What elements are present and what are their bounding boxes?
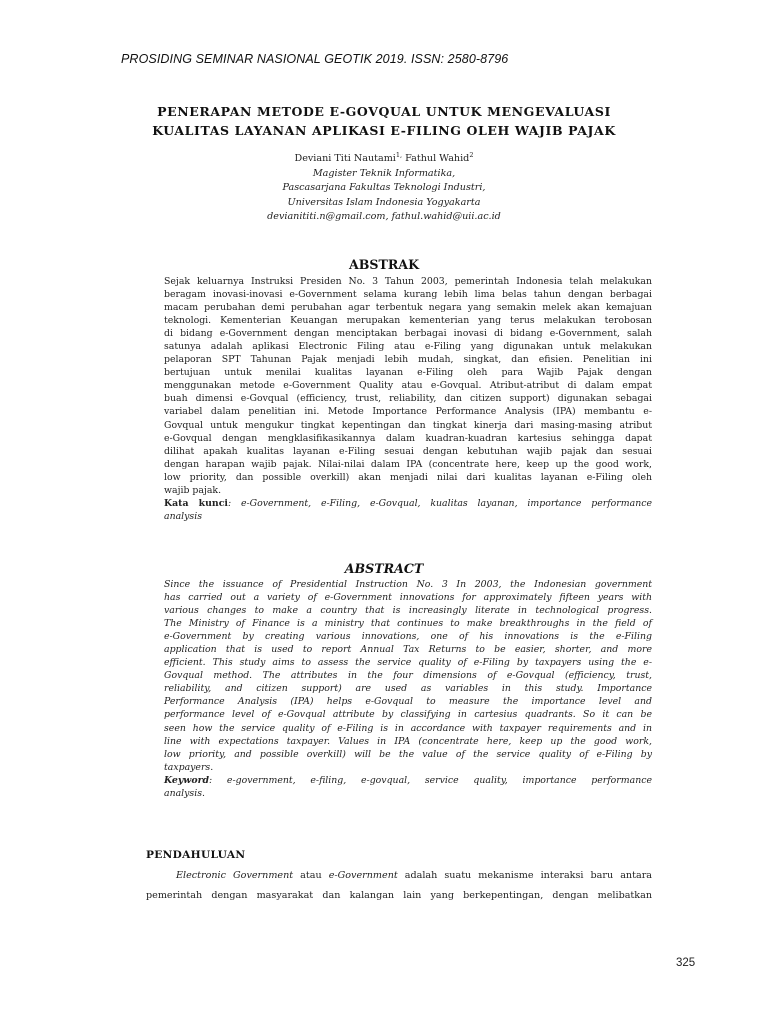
author-names: Deviani Titi Nautami$^{1,}$ Fathul Wahid$^2$ bbox=[294, 150, 474, 164]
abstrak-line: beragam inovasi-inovasi e-Government selama kurang lebih lima belas tahun dengan berbagai bbox=[164, 289, 652, 301]
abstrak-line: wajib pajak. bbox=[164, 484, 222, 496]
abstract-line: Since the issuance of Presidential Instruction No. 3 In 2003, the Indonesian government bbox=[164, 579, 652, 590]
abstrak-line: dengan harapan wajib pajak. Nilai-nilai dalam IPA (concentrate here, keep up the good work, bbox=[164, 458, 652, 470]
abstract-line: has carried out a variety of e-Government innovations for approximately fifteen years with bbox=[164, 592, 652, 604]
abstrak-line: pelaporan SPT Tahunan Pajak menjadi lebih mudah, singkat, dan efisien. Penelitian ini bbox=[164, 354, 652, 366]
abstrak-body bbox=[164, 275, 652, 523]
abstract-keywords-label: Keyword bbox=[164, 774, 210, 786]
abstract-line: seen how the service quality of e-Filing is in accordance with taxpayer requirements and in bbox=[164, 722, 652, 734]
abstrak-line: satunya adalah aplikasi Electronic Filing atau e-Filing yang digunakan untuk melakukan bbox=[164, 341, 652, 353]
section-heading-pendahuluan: PENDAHULUAN bbox=[146, 849, 246, 861]
abstrak-line: low priority, dan possible overkill) akan menjadi nilai dari kualitas layanan e-Filing oleh bbox=[164, 471, 652, 483]
abstract-line: efficient. This study aims to assess the service quality of e-Filing by taxpayers using the e- bbox=[164, 657, 652, 669]
abstrak-keywords-label: Kata kunci bbox=[164, 497, 228, 509]
abstract-keywords-line bbox=[164, 774, 652, 787]
title-line-2: KUALITAS LAYANAN APLIKASI E-FILING OLEH WAJIB PAJAK bbox=[152, 123, 616, 138]
abstract-body bbox=[164, 578, 652, 800]
abstrak-line: Sejak keluarnya Instruksi Presiden No. 3 Tahun 2003, pemerintah Indonesia telah melakukan bbox=[164, 276, 652, 287]
author-1-superscript: 1, bbox=[395, 150, 403, 159]
abstrak-line: buah dimensi e-Govqual (efficiency, trust, reliability, dan citizen support) digunakan sebagai bbox=[164, 393, 652, 405]
affiliation-line-1: Magister Teknik Informatika, bbox=[312, 167, 456, 179]
abstrak-line: menggunakan metode e-Government Quality atau e-Govqual. Atribut-atribut di dalam empat bbox=[164, 380, 652, 392]
running-header: PROSIDING SEMINAR NASIONAL GEOTIK 2019. ISSN: 2580-8796 bbox=[121, 52, 509, 66]
abstract-line: reliability, and citizen support) are used as variables in this study. Importance bbox=[164, 683, 652, 695]
abstrak-line: e-Govqual dengan mengklasifikasikannya dalam kuadran-kuadran kartesius sehingga dapat bbox=[164, 432, 652, 444]
abstrak-line: teknologi. Kementerian Keuangan merupakan kementerian yang terus melakukan terobosan bbox=[164, 315, 652, 327]
abstrak-line: dilihat apakah kualitas layanan e-Filing sesuai dengan kebutuhan wajib pajak dan sesuai bbox=[164, 445, 652, 457]
abstrak-line: di bidang e-Government dengan menciptakan berbagai inovasi di bidang e-Government, salah bbox=[164, 328, 652, 340]
paper-title bbox=[100, 102, 668, 140]
intro-line-1: Electronic Government atau e-Government adalah suatu mekanisme interaksi baru antara bbox=[176, 870, 652, 881]
abstrak-keywords-line bbox=[164, 497, 652, 510]
abstrak-line: variabel dalam penelitian ini. Metode Importance Performance Analysis (IPA) membantu e- bbox=[164, 406, 652, 418]
abstract-line: application that is used to report Annual Tax Returns to be easier, shorter, and more bbox=[164, 644, 652, 656]
abstrak-line: bertujuan untuk menilai kualitas layanan e-Filing oleh para Wajib Pajak dengan bbox=[164, 367, 652, 379]
abstrak-heading: ABSTRAK bbox=[348, 257, 420, 272]
abstract-line: line with expectations taxpayer. Values in IPA (concentrate here, keep up the good work, bbox=[164, 735, 652, 747]
abstract-line: various changes to make a country that is increasingly literate in technological progress. bbox=[164, 605, 652, 617]
abstract-line: The Ministry of Finance is a ministry that continues to make breakthroughs in the field of bbox=[164, 618, 652, 630]
abstrak-line: macam perubahan demi perubahan agar terbentuk negara yang semakin melek akan kemajuan bbox=[164, 302, 652, 314]
abstract-line: Govqual method. The attributes in the four dimensions of e-Govqual (efficiency, trust, bbox=[164, 670, 652, 682]
abstract-line: low priority, and possible overkill) will be the value of the service quality of e-Filing by bbox=[164, 748, 652, 760]
abstrak-line: Govqual untuk mengukur tingkat kepentingan dan tingkat kinerja dari masing-masing atribut bbox=[164, 419, 652, 431]
affiliation-line-3: Universitas Islam Indonesia Yogyakarta bbox=[287, 196, 481, 208]
abstract-heading: ABSTRACT bbox=[344, 561, 424, 576]
abstract-line: performance level of e-Govqual attribute by classifying in cartesius quadrants. So it can be bbox=[164, 709, 652, 721]
affiliation-line-2: Pascasarjana Fakultas Teknologi Industri, bbox=[282, 182, 486, 194]
abstract-line: Performance Analysis (IPA) helps e-Govqual to measure the importance level and bbox=[164, 696, 652, 708]
intro-line-2: pemerintah dengan masyarakat dan kalangan lain yang berkepentingan, dengan melibatkan bbox=[146, 889, 652, 901]
abstrak-keywords-text: : e-Government, e-Filing, e-Govqual, kualitas layanan, importance performance bbox=[227, 497, 652, 509]
author-block bbox=[150, 152, 618, 225]
abstrak-keywords-line-2: analysis bbox=[164, 510, 203, 522]
title-line-1: PENERAPAN METODE E-GOVQUAL UNTUK MENGEVALUASI bbox=[157, 104, 611, 119]
page-number: 325 bbox=[676, 957, 696, 969]
abstract-keywords-line-2: analysis. bbox=[164, 787, 205, 799]
author-2-superscript: 2 bbox=[469, 150, 474, 159]
abstract-keywords-text: : e-government, e-filing, e-govqual, service quality, importance performance bbox=[209, 774, 652, 786]
intro-paragraph bbox=[146, 866, 652, 905]
abstract-line: taxpayers. bbox=[164, 761, 214, 773]
abstract-line: e-Government by creating various innovations, one of his innovations is the e-Filing bbox=[164, 631, 652, 643]
author-emails: devianititi.n@gmail.com, fathul.wahid@uii.ac.id bbox=[267, 211, 501, 223]
